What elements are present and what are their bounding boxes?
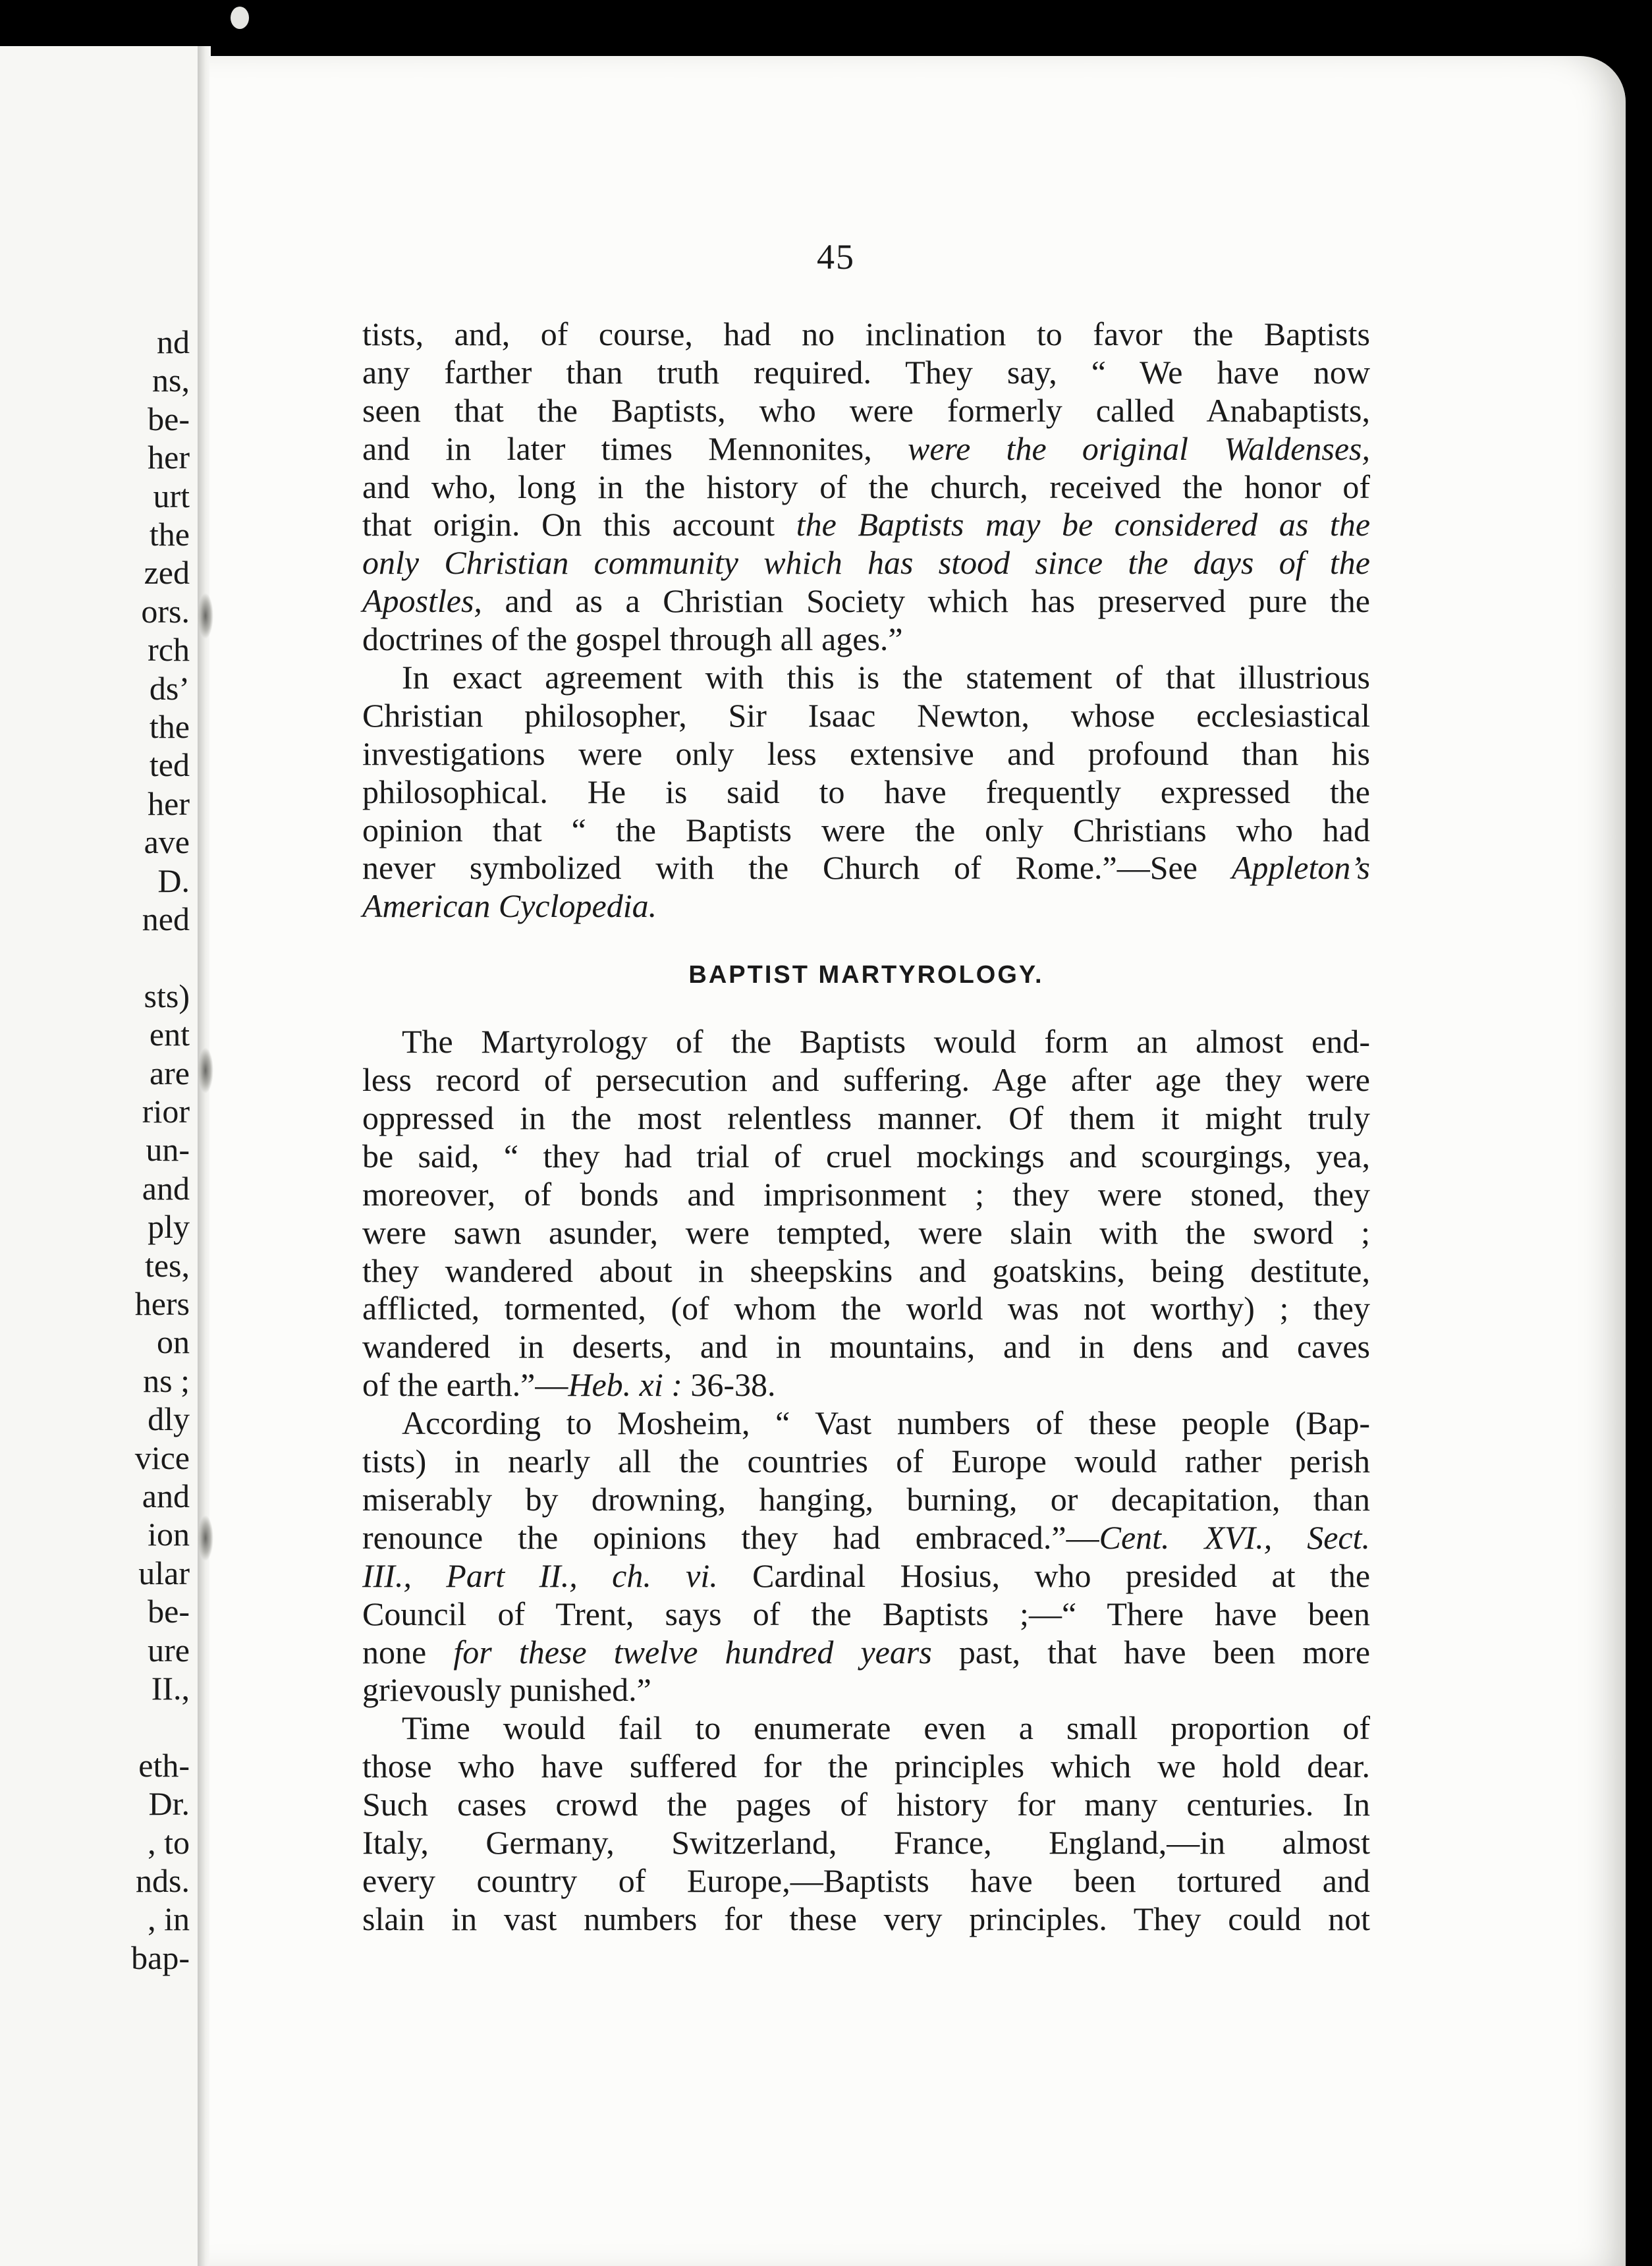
italic-text: were the original Waldenses, (907, 429, 1370, 467)
text-run: seen that the Baptists, who were formerly called Anabaptists, (362, 391, 1370, 429)
text-run: afflicted, tormented, (of whom the world was not worthy) ; they (362, 1290, 1370, 1327)
text-run: 36-38. (682, 1366, 776, 1404)
text-line (362, 1137, 1370, 1175)
text-run: Time would fail to enumerate even a small proportion of (402, 1709, 1370, 1747)
italic-text: III., Part II., ch. vi. (362, 1557, 718, 1594)
facing-page-text-fragment: eth- (138, 1746, 190, 1784)
text-run: renounce the opinions they had embraced.”— (362, 1518, 1099, 1556)
text-run: were sawn asunder, were tempted, were slain with the sword ; (362, 1213, 1370, 1251)
facing-page-text-fragment: ns, (152, 362, 190, 399)
text-line (362, 1480, 1370, 1518)
facing-page-text-fragment: un- (146, 1131, 190, 1169)
facing-page-text-fragment: bap- (131, 1939, 190, 1976)
text-line (362, 582, 1370, 620)
text-run: philosophical. He is said to have frequently expressed the (362, 773, 1370, 810)
facing-page-text-fragment: the (149, 708, 190, 745)
text-run: oppressed in the most relentless manner. Of them it might truly (362, 1099, 1370, 1137)
text-line (362, 620, 1370, 658)
text-run: tists) in nearly all the countries of Europe would rather perish (362, 1443, 1370, 1480)
text-run: be said, “ they had trial of cruel mockings and scourgings, yea, (362, 1137, 1370, 1174)
text-line (362, 1022, 1370, 1061)
text-line (362, 353, 1370, 391)
text-run: and as a Christian Society which has preserved pure the (482, 582, 1370, 620)
text-line (362, 658, 1370, 696)
paragraphs-before-heading (362, 315, 1370, 925)
italic-text: Heb. xi : (568, 1366, 682, 1404)
text-line (362, 315, 1370, 353)
text-run: and who, long in the history of the church, received the honor of (362, 468, 1370, 505)
text-line (362, 1633, 1370, 1671)
facing-page-text-fragment: ted (149, 746, 190, 784)
text-line (362, 1862, 1370, 1900)
italic-text: the Baptists may be considered as the (796, 506, 1371, 543)
text-run: Christian philosopher, Sir Isaac Newton, whose ecclesiastical (362, 696, 1370, 734)
text-run: and in later times Mennonites, (362, 429, 908, 467)
binding-thread-mark (198, 593, 213, 639)
text-line (362, 1327, 1370, 1366)
binding-thread-mark (198, 1047, 213, 1093)
text-run: Such cases crowd the pages of history for many centuries. In (362, 1786, 1370, 1823)
facing-page-text-fragment: zed (144, 554, 190, 592)
paragraphs-after-heading (362, 1022, 1370, 1937)
facing-page-text-fragment: be- (148, 1593, 190, 1630)
text-line (362, 887, 1370, 925)
text-line (362, 429, 1370, 468)
scan-speck (231, 7, 249, 29)
facing-page-text-fragment: ns ; (143, 1362, 190, 1399)
text-run: moreover, of bonds and imprisonment ; they were stoned, they (362, 1175, 1370, 1213)
text-line (362, 1518, 1370, 1557)
text-line (362, 1061, 1370, 1099)
text-run: any farther than truth required. They say, “ We have now (362, 353, 1370, 391)
facing-page-text-fragment: hers (134, 1285, 190, 1322)
text-line (362, 1099, 1370, 1137)
text-run: Cardinal Hosius, who presided at the (717, 1557, 1371, 1594)
facing-page-text-fragment: and (142, 1478, 190, 1514)
text-run: less record of persecution and suffering. Age after age they were (362, 1061, 1370, 1099)
text-line (362, 1442, 1370, 1480)
page-number: 45 (817, 237, 855, 277)
text-line (362, 1823, 1370, 1862)
text-run: tists, and, of course, had no inclination to favor the Baptists (362, 316, 1370, 352)
text-run: every country of Europe,—Baptists have been tortured and (362, 1862, 1370, 1899)
text-run: of the earth.”— (362, 1366, 568, 1404)
facing-page-text-fragment: ave (144, 823, 190, 861)
text-line (362, 1595, 1370, 1633)
facing-page-text-fragment: and (142, 1169, 190, 1207)
page-body (362, 315, 1370, 1938)
italic-text: Cent. XVI., Sect. (1099, 1518, 1370, 1556)
text-run: past, that have been more (931, 1633, 1371, 1671)
facing-page-text-fragment: ors. (141, 592, 190, 630)
text-run: slain in vast numbers for these very principles. They could not (362, 1900, 1370, 1937)
text-run: The Martyrology of the Baptists would form an almost end- (402, 1023, 1370, 1061)
facing-page-text-fragment: nd (157, 323, 190, 360)
facing-page-text-fragment: , in (148, 1900, 190, 1938)
text-run: grievously punished.” (362, 1671, 651, 1709)
text-line (362, 1213, 1370, 1252)
facing-page-text-fragment: are (149, 1054, 190, 1092)
facing-page-text-fragment: the (149, 516, 190, 553)
facing-page-text-fragment: II., (151, 1670, 190, 1707)
book-gutter (198, 46, 211, 2266)
text-line (362, 848, 1370, 887)
text-line (362, 1747, 1370, 1785)
italic-text: American Cyclopedia. (362, 887, 657, 925)
facing-page-text-fragment: rch (148, 631, 190, 669)
text-line (362, 1709, 1370, 1747)
text-line (362, 1175, 1370, 1213)
text-run: investigations were only less extensive and profound than his (362, 734, 1370, 772)
facing-page-text-fragment: urt (153, 477, 190, 514)
text-line (362, 1404, 1370, 1442)
facing-page-text-fragment: D. (157, 862, 190, 899)
text-run: never symbolized with the Church of Rome.”—See (362, 849, 1232, 887)
italic-text: only Christian community which has stood since the days of the (362, 544, 1370, 582)
text-line (362, 1785, 1370, 1823)
facing-page-text-fragment: tes, (144, 1246, 190, 1284)
facing-page-text-fragment: ply (148, 1208, 190, 1246)
text-run: wandered in deserts, and in mountains, and in dens and caves (362, 1328, 1370, 1366)
facing-page-text-fragment: nds. (136, 1862, 190, 1899)
binding-thread-mark (198, 1515, 213, 1561)
facing-page-text-fragment: her (148, 785, 190, 822)
text-run: miserably by drowning, hanging, burning, or decapitation, than (362, 1480, 1370, 1518)
facing-page-text-fragment: ent (149, 1016, 190, 1053)
italic-text: Apostles, (362, 582, 482, 620)
text-line (362, 543, 1370, 582)
text-run: opinion that “ the Baptists were the only Christians who had (362, 811, 1370, 848)
text-line (362, 696, 1370, 734)
text-run: they wandered about in sheepskins and goatskins, being destitute, (362, 1252, 1370, 1289)
text-line (362, 468, 1370, 506)
facing-page-text-fragment: ds’ (149, 669, 190, 707)
text-run: those who have suffered for the principles which we hold dear. (362, 1748, 1370, 1785)
text-line (362, 1252, 1370, 1290)
text-line (362, 505, 1370, 543)
facing-page-text-fragment: Dr. (148, 1785, 190, 1823)
text-line (362, 1671, 1370, 1709)
facing-page-text-fragment: be- (148, 400, 190, 437)
facing-page-text-fragment: her (148, 439, 190, 476)
text-line (362, 1366, 1370, 1404)
text-run: Italy, Germany, Switzerland, France, England,—in almost (362, 1823, 1370, 1861)
text-run: According to Mosheim, “ Vast numbers of these people (Bap- (402, 1404, 1370, 1442)
facing-page-text-fragment: ned (142, 900, 190, 937)
text-run: none (362, 1633, 454, 1671)
text-run: that origin. On this account (362, 506, 796, 543)
text-run: In exact agreement with this is the statement of that illustrious (402, 659, 1370, 696)
facing-page-text-fragment: ion (148, 1516, 190, 1553)
facing-page-fragment (0, 46, 198, 2266)
text-run: doctrines of the gospel through all ages.” (362, 621, 903, 658)
section-heading: BAPTIST MARTYROLOGY. (688, 961, 1044, 989)
text-line (362, 391, 1370, 429)
text-line (362, 1900, 1370, 1938)
facing-page-text-fragment: rior (142, 1093, 190, 1130)
facing-page-text-fragment: ure (148, 1631, 190, 1669)
facing-page-text-fragment: vice (134, 1439, 190, 1476)
text-line (362, 1289, 1370, 1327)
text-line (362, 734, 1370, 773)
text-run: Council of Trent, says of the Baptists ;—“ There have been (362, 1595, 1370, 1632)
facing-page-text-fragment: , to (148, 1823, 190, 1861)
italic-text: Appleton’s (1231, 849, 1370, 887)
text-line (362, 1557, 1370, 1595)
facing-page-text-fragment: sts) (144, 977, 190, 1014)
facing-page-text-fragment: dly (148, 1400, 190, 1438)
facing-page-text-fragment: on (157, 1323, 190, 1361)
text-line (362, 811, 1370, 849)
facing-page-text-fragment: ular (138, 1554, 190, 1591)
text-line (362, 773, 1370, 811)
italic-text: for these twelve hundred years (453, 1633, 932, 1671)
